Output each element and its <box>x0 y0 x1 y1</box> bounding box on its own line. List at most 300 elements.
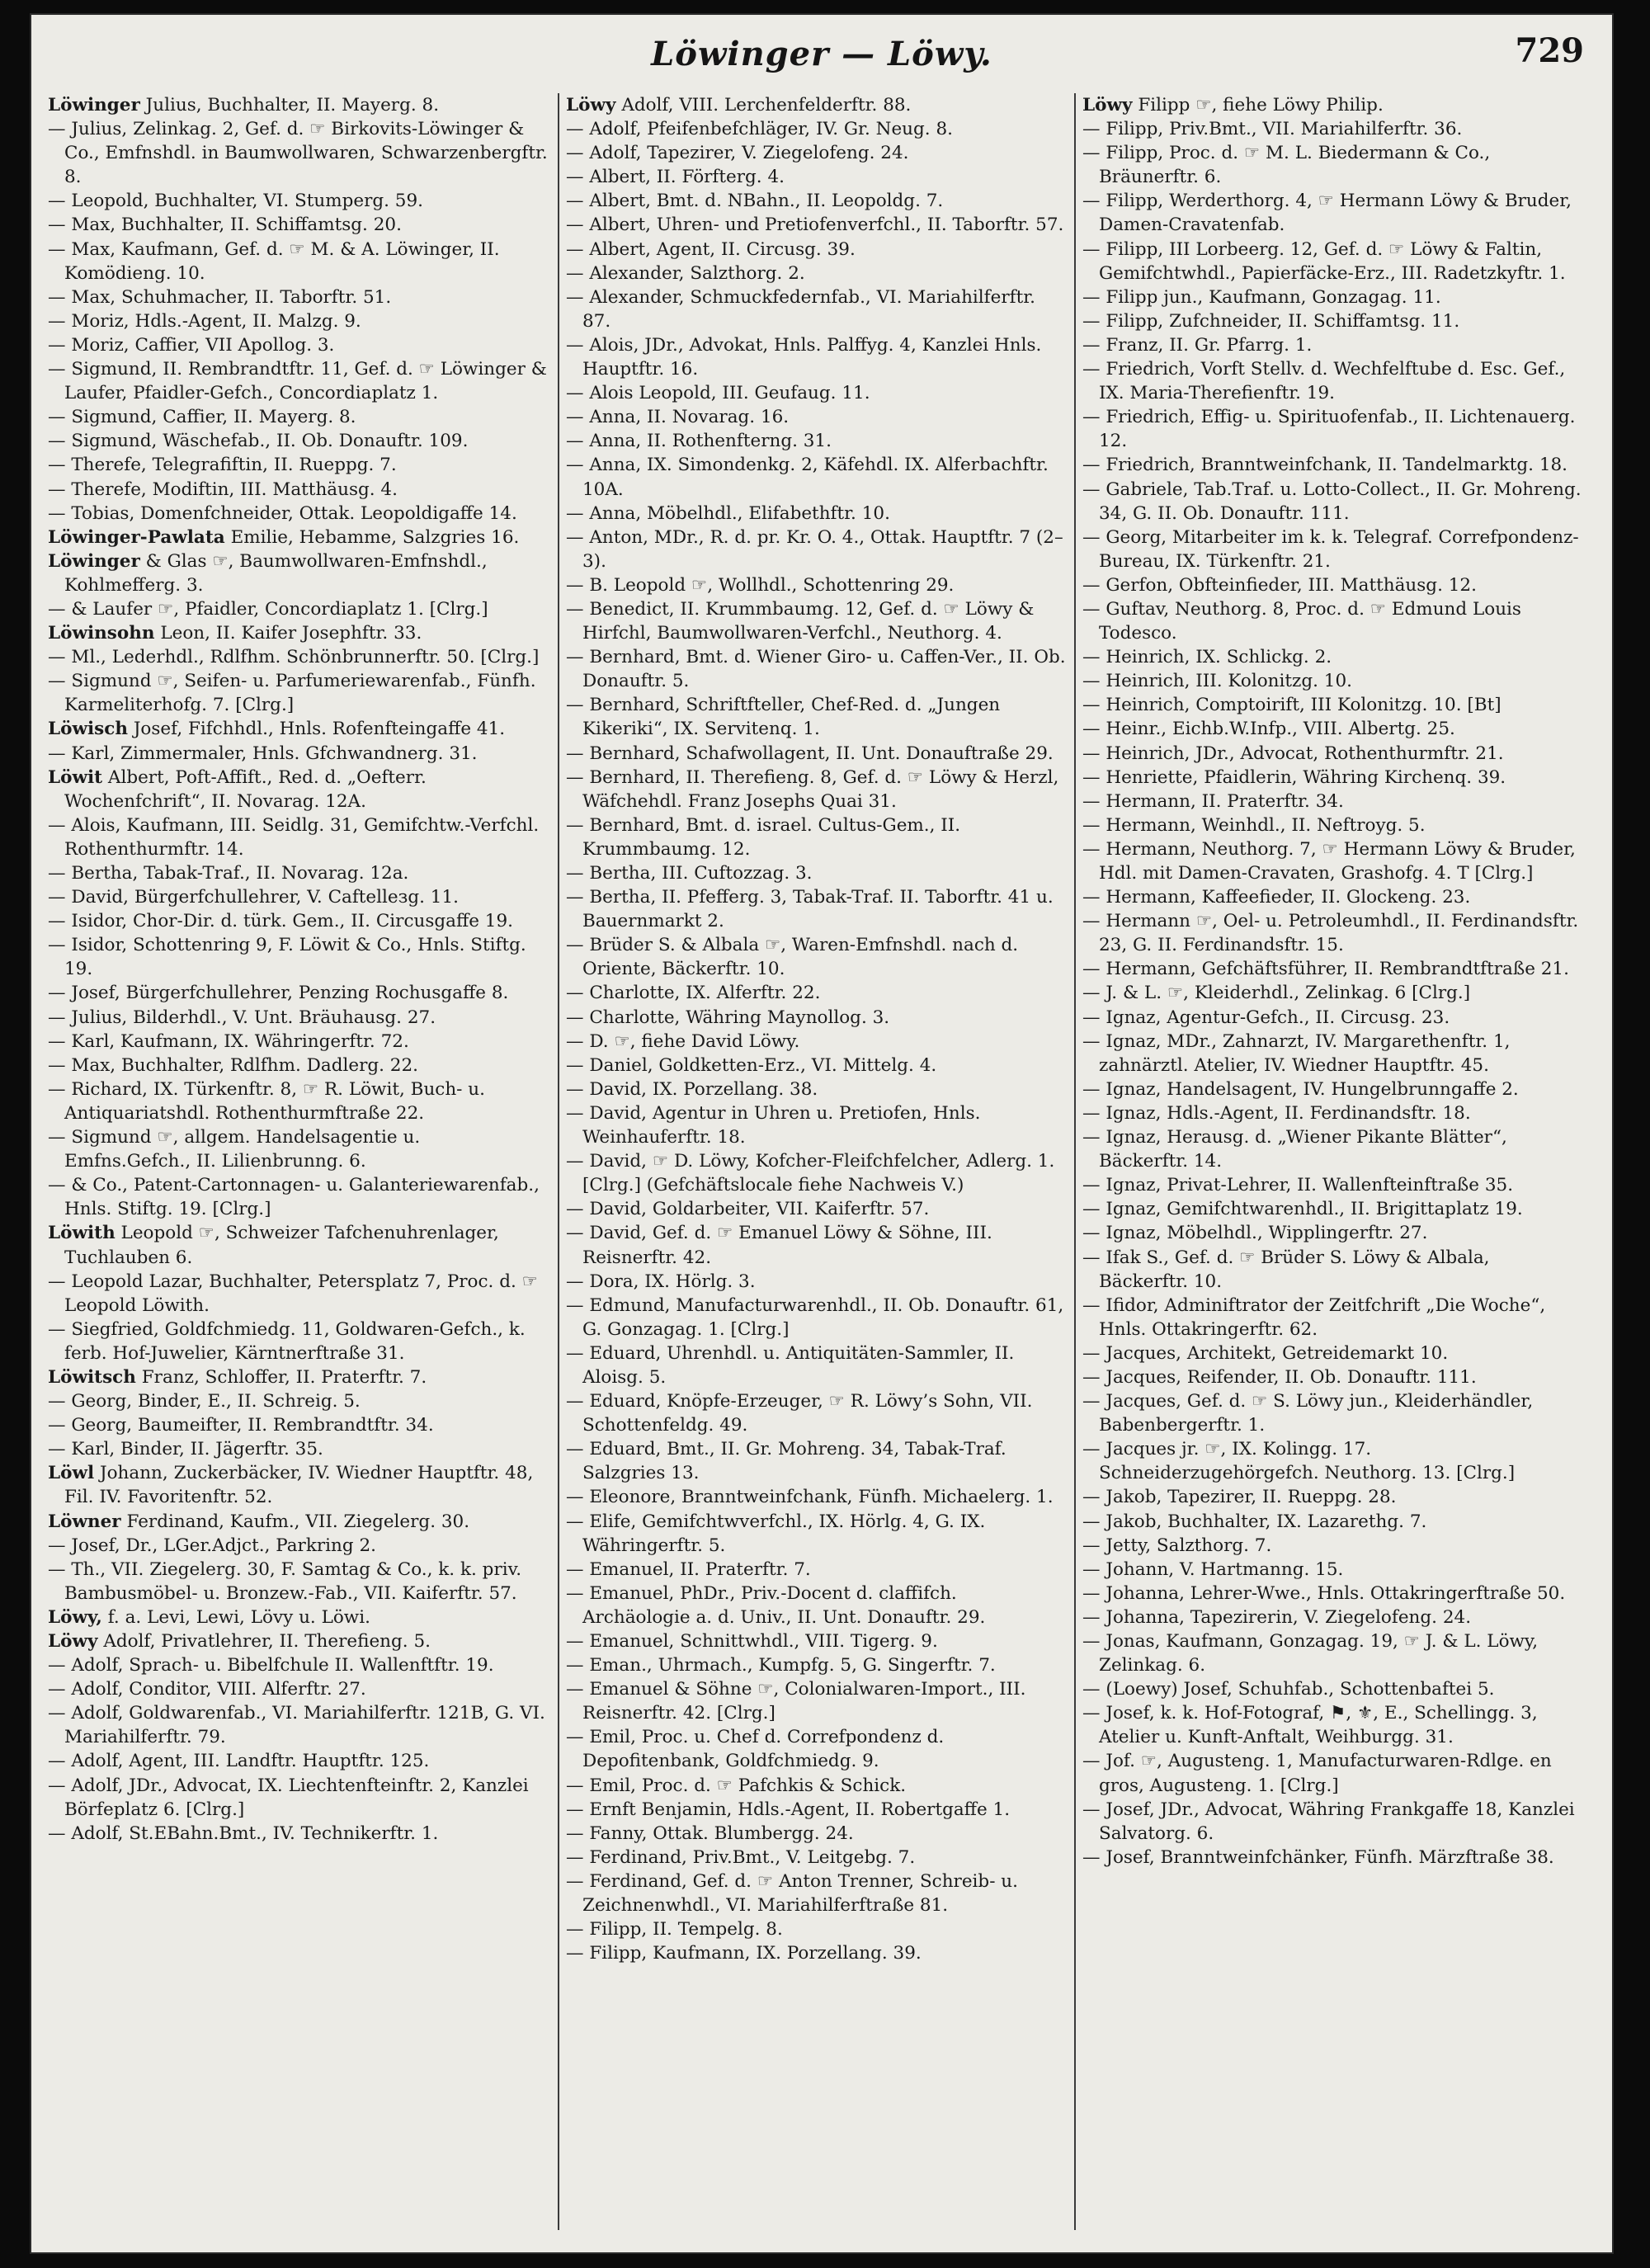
entry-text: — Ignaz, Handelsagent, IV. Hungelbrunngaffe 2. <box>1082 1078 1519 1100</box>
directory-entry <box>566 1822 1068 1846</box>
directory-entry <box>48 933 551 981</box>
entry-text: — Jacques, Gef. d. ☞ S. Löwy jun., Kleiderhändler, Babenbergerftr. 1. <box>1082 1391 1534 1436</box>
entry-text: — Hermann, II. Praterftr. 34. <box>1082 790 1344 812</box>
entry-text: — Moriz, Caffier, VII Apollog. 3. <box>48 334 335 356</box>
entry-text: — Jacques jr. ☞, IX. Kolingg. 17. Schneiderzugehörgefch. Neuthorg. 13. [Clrg.] <box>1082 1439 1516 1484</box>
entry-text: — David, IX. Porzellang. 38. <box>566 1078 818 1100</box>
directory-entry <box>566 861 1068 885</box>
directory-entry <box>566 645 1068 693</box>
entry-text: — Alois, JDr., Advokat, Hnls. Palffyg. 4, Kanzlei Hnls. Hauptftr. 16. <box>566 334 1042 380</box>
entry-text: — Josef, k. k. Hof-Fotograf, ⚑, ⚜, E., Schellingg. 3, Atelier u. Kunft-Anftalt, Weihburgg. 31. <box>1082 1703 1538 1748</box>
directory-entry <box>1082 453 1584 477</box>
directory-entry <box>566 1437 1068 1485</box>
directory-entry <box>566 453 1068 501</box>
entry-text: — Josef, Bürgerfchullehrer, Penzing Rochusgaffe 8. <box>48 983 509 1004</box>
directory-entry <box>566 1917 1068 1941</box>
directory-entry <box>1082 597 1584 645</box>
directory-entry <box>566 1341 1068 1389</box>
entry-surname: Löwy <box>566 95 616 116</box>
entry-text: — Ernft Benjamin, Hdls.-Agent, II. Robertgaffe 1. <box>566 1799 1011 1820</box>
column-left <box>41 93 558 2230</box>
directory-page <box>31 15 1612 2252</box>
entry-text: — Elife, Gemifchtwverfchl., IX. Hörlg. 4, G. IX. Währingerftr. 5. <box>566 1511 986 1556</box>
entry-text: — Brüder S. & Albala ☞, Waren-Emfnshdl. nach d. Oriente, Bäckerftr. 10. <box>566 935 1019 980</box>
directory-entry <box>1082 357 1584 405</box>
directory-entry <box>566 285 1068 333</box>
directory-entry <box>1082 981 1584 1005</box>
directory-entry <box>1082 885 1584 909</box>
directory-entry <box>48 597 551 621</box>
entry-text: — Heinrich, IX. Schlickg. 2. <box>1082 647 1332 668</box>
entry-text: — Bernhard, Schriftfteller, Chef-Red. d. „Jungen Kikeriki“, IX. Servitenq. 1. <box>566 695 1001 740</box>
directory-columns <box>41 93 1592 2230</box>
directory-entry <box>566 1725 1068 1773</box>
entry-text: — Ifak S., Gef. d. ☞ Brüder S. Löwy & Albala, Bäckerftr. 10. <box>1082 1247 1490 1292</box>
entry-text: — Emanuel, II. Praterftr. 7. <box>566 1558 811 1580</box>
directory-entry <box>48 1077 551 1125</box>
entry-text: — & Co., Patent-Cartonnagen- u. Galanteriewarenfab., Hnls. Stiftg. 19. [Clrg.] <box>48 1175 540 1220</box>
entry-text: — Josef, Branntweinfchänker, Fünfh. Märzftraße 38. <box>1082 1846 1554 1868</box>
entry-text: — Bernhard, Bmt. d. israel. Cultus-Gem., II. Krummbaumg. 12. <box>566 814 961 860</box>
entry-text: — Ifidor, Adminiftrator der Zeitfchrift „Die Woche“, Hnls. Ottakringerftr. 62. <box>1082 1294 1546 1340</box>
entry-text: — Max, Buchhalter, Rdlfhm. Dadlerg. 22. <box>48 1054 418 1076</box>
directory-entry <box>1082 189 1584 237</box>
directory-entry <box>566 1774 1068 1798</box>
directory-entry <box>566 189 1068 213</box>
directory-entry <box>566 117 1068 141</box>
directory-entry <box>566 573 1068 597</box>
entry-text: Julius, Buchhalter, II. Mayerg. 8. <box>145 95 440 116</box>
entry-text: — Benedict, II. Krummbaumg. 12, Gef. d. ☞ Löwy & Hirfchl, Baumwollwaren-Verfchl., Neuthorg. 4. <box>566 598 1035 644</box>
entry-text: — Eduard, Bmt., II. Gr. Mohreng. 34, Tabak-Traf. Salzgries 13. <box>566 1439 1006 1484</box>
entry-text: — Eduard, Uhrenhdl. u. Antiquitäten-Sammler, II. Aloisg. 5. <box>566 1342 1015 1388</box>
entry-text: — Georg, Binder, E., II. Schreig. 5. <box>48 1391 361 1412</box>
entry-text: — Filipp jun., Kaufmann, Gonzagag. 11. <box>1082 286 1441 308</box>
entry-text: — Hermann, Gefchäftsführer, II. Rembrandtftraße 21. <box>1082 959 1569 980</box>
directory-entry <box>566 1653 1068 1677</box>
entry-text: — Adolf, Pfeifenbefchläger, IV. Gr. Neug. 8. <box>566 119 953 140</box>
entry-text: — Max, Schuhmacher, II. Taborftr. 51. <box>48 286 392 308</box>
directory-entry <box>48 645 551 669</box>
directory-entry <box>566 93 1068 117</box>
entry-text: — Johann, V. Hartmanng. 15. <box>1082 1558 1344 1580</box>
entry-text: — Georg, Baumeifter, II. Rembrandtftr. 34. <box>48 1415 434 1436</box>
entry-text: — (Loewy) Josef, Schuhfab., Schottenbaftei 5. <box>1082 1679 1495 1700</box>
directory-entry <box>48 1461 551 1509</box>
entry-text: — Adolf, Goldwarenfab., VI. Mariahilferftr. 121B, G. VI. Mariahilferftr. 79. <box>48 1703 545 1748</box>
directory-entry <box>566 693 1068 741</box>
directory-entry <box>566 1485 1068 1509</box>
entry-text: — Heinrich, Comptoirift, III Kolonitzg. 10. [Bt] <box>1082 695 1502 716</box>
directory-entry <box>566 1558 1068 1582</box>
entry-text: — Emanuel & Söhne ☞, Colonialwaren-Import., III. Reisnerftr. 42. [Clrg.] <box>566 1679 1026 1724</box>
directory-entry <box>566 813 1068 861</box>
directory-entry <box>48 1318 551 1365</box>
directory-entry <box>1082 1246 1584 1294</box>
directory-entry <box>48 405 551 429</box>
directory-entry <box>1082 742 1584 766</box>
directory-entry <box>48 357 551 405</box>
entry-text: — Karl, Kaufmann, IX. Währingerftr. 72. <box>48 1030 409 1052</box>
entry-text: — Hermann, Weinhdl., II. Neftroyg. 5. <box>1082 814 1426 836</box>
directory-entry <box>1082 93 1584 117</box>
directory-entry <box>566 165 1068 189</box>
directory-entry <box>48 309 551 333</box>
directory-entry <box>48 1437 551 1461</box>
entry-text: — Josef, Dr., LGer.Adjct., Parkring 2. <box>48 1535 376 1556</box>
entry-text: Albert, Poft-Affift., Red. d. „Oefterr. Wochenfchrift“, II. Novarag. 12A. <box>64 766 427 812</box>
directory-entry <box>566 1006 1068 1030</box>
directory-entry <box>48 813 551 861</box>
entry-text: — Adolf, St.EBahn.Bmt., IV. Technikerftr. 1. <box>48 1822 439 1844</box>
entry-text: — Albert, Bmt. d. NBahn., II. Leopoldg. 7. <box>566 191 944 212</box>
entry-text: — Heinrich, III. Kolonitzg. 10. <box>1082 671 1352 692</box>
entry-text: — Richard, IX. Türkenftr. 8, ☞ R. Löwit, Buch- u. Antiquariatshdl. Rothenthurmftraße 22. <box>48 1078 485 1124</box>
entry-text: — Albert, Uhren- und Pretiofenverfchl., II. Taborftr. 57. <box>566 215 1064 236</box>
directory-entry <box>566 262 1068 285</box>
entry-text: — Isidor, Chor-Dir. d. türk. Gem., II. Circusgaffe 19. <box>48 911 513 932</box>
entry-text: — Sigmund ☞, allgem. Handelsagentie u. Emfns.Gefch., II. Lilienbrunng. 6. <box>48 1127 421 1172</box>
entry-text: — Jacques, Architekt, Getreidemarkt 10. <box>1082 1342 1449 1364</box>
entry-text: — Jacques, Reifender, II. Ob. Donauftr. 111. <box>1082 1366 1477 1388</box>
entry-text: — Eman., Uhrmach., Kumpfg. 5, G. Singerftr. 7. <box>566 1655 996 1676</box>
directory-entry <box>566 1101 1068 1149</box>
entry-text: — Anton, MDr., R. d. pr. Kr. O. 4., Ottak. Hauptftr. 7 (2–3). <box>566 526 1063 572</box>
directory-entry <box>1082 1030 1584 1077</box>
directory-entry <box>48 1030 551 1054</box>
entry-text: — Henriette, Pfaidlerin, Währing Kirchenq. 39. <box>1082 766 1506 788</box>
directory-entry <box>1082 957 1584 981</box>
entry-text: — Th., VII. Ziegelerg. 30, F. Samtag & Co., k. k. priv. Bambusmöbel- u. Bronzew.-Fab., VII. Kaiferftr. 57. <box>48 1558 522 1604</box>
entry-surname: Löwith <box>48 1223 116 1244</box>
directory-entry <box>566 213 1068 237</box>
entry-text: — Ml., Lederhdl., Rdlfhm. Schönbrunnerftr. 50. [Clrg.] <box>48 647 540 668</box>
directory-entry <box>566 1294 1068 1341</box>
directory-entry <box>1082 1510 1584 1534</box>
entry-text: — Johanna, Tapezirerin, V. Ziegelofeng. 24. <box>1082 1606 1472 1628</box>
entry-surname: Löwisch <box>48 719 128 740</box>
directory-entry <box>1082 645 1584 669</box>
directory-entry <box>1082 813 1584 837</box>
entry-text: — Gerfon, Obfteinfieder, III. Matthäusg. 12. <box>1082 574 1477 596</box>
directory-entry <box>566 1582 1068 1629</box>
entry-text: — Georg, Mitarbeiter im k. k. Telegraf. Correfpondenz-Bureau, IX. Türkenftr. 21. <box>1082 526 1579 572</box>
directory-entry <box>48 1413 551 1437</box>
directory-entry <box>566 1077 1068 1101</box>
directory-entry <box>1082 1558 1584 1582</box>
entry-text: — Sigmund, Caffier, II. Mayerg. 8. <box>48 407 356 428</box>
directory-entry <box>1082 1221 1584 1245</box>
entry-text: Adolf, VIII. Lerchenfelderftr. 88. <box>621 95 912 116</box>
directory-entry <box>48 909 551 933</box>
directory-entry <box>48 1653 551 1677</box>
entry-text: Leopold ☞, Schweizer Tafchenuhrenlager, Tuchlauben 6. <box>64 1223 499 1268</box>
entry-text: — Heinr., Eichb.W.Infp., VIII. Albertg. 25. <box>1082 719 1455 740</box>
entry-text: — Gabriele, Tab.Traf. u. Lotto-Collect., II. Gr. Mohreng. 34, G. II. Ob. Donauftr. 111. <box>1082 479 1582 524</box>
directory-entry <box>1082 526 1584 573</box>
directory-entry <box>48 1221 551 1269</box>
directory-entry <box>1082 1294 1584 1341</box>
directory-entry <box>1082 1749 1584 1797</box>
entry-text: — Max, Buchhalter, II. Schiffamtsg. 20. <box>48 215 402 236</box>
entry-text: — Friedrich, Vorft Stellv. d. Wechfelftube d. Esc. Gef., IX. Maria-Therefienftr. 19. <box>1082 359 1566 404</box>
directory-entry <box>1082 1582 1584 1606</box>
entry-text: — Alexander, Schmuckfedernfab., VI. Mariahilferftr. 87. <box>566 286 1035 332</box>
directory-entry <box>1082 1365 1584 1389</box>
entry-text: — Dora, IX. Hörlg. 3. <box>566 1271 756 1292</box>
directory-entry <box>1082 1101 1584 1125</box>
entry-text: — Ignaz, MDr., Zahnarzt, IV. Margarethenftr. 1, zahnärztl. Atelier, IV. Wiedner Hauptftr. 45. <box>1082 1030 1511 1076</box>
entry-text: — Adolf, Agent, III. Landftr. Hauptftr. 125. <box>48 1751 430 1772</box>
directory-entry <box>1082 669 1584 693</box>
directory-entry <box>1082 1341 1584 1365</box>
page-header <box>31 26 1612 84</box>
entry-text: — Jakob, Buchhalter, IX. Lazarethg. 7. <box>1082 1511 1427 1532</box>
running-title: Löwinger — Löwy. <box>651 35 992 73</box>
entry-text: — Filipp, III Lorbeerg. 12, Gef. d. ☞ Löwy & Faltin, Gemifchtwhdl., Papierfäcke-Erz., III. Radetzkyftr. 1. <box>1082 238 1566 284</box>
directory-entry <box>1082 1077 1584 1101</box>
entry-text: f. a. Levi, Lewi, Lövy u. Löwi. <box>107 1606 370 1628</box>
directory-entry <box>48 429 551 453</box>
entry-text: — Therefe, Modiftin, III. Matthäusg. 4. <box>48 479 398 500</box>
directory-entry <box>1082 309 1584 333</box>
directory-entry <box>48 213 551 237</box>
entry-text: — Ferdinand, Gef. d. ☞ Anton Trenner, Schreib- u. Zeichnenwhdl., VI. Mariahilferftraße 81. <box>566 1870 1018 1917</box>
directory-entry <box>48 885 551 909</box>
directory-entry <box>1082 1534 1584 1558</box>
entry-text: — Anna, II. Rothenfterng. 31. <box>566 431 832 452</box>
entry-text: — Franz, II. Gr. Pfarrg. 1. <box>1082 334 1313 356</box>
directory-entry <box>48 549 551 597</box>
entry-text: — Eleonore, Branntweinfchank, Fünfh. Michaelerg. 1. <box>566 1487 1054 1508</box>
directory-entry <box>566 1629 1068 1653</box>
entry-text: — Hermann, Neuthorg. 7, ☞ Hermann Löwy & Bruder, Hdl. mit Damen-Cravaten, Grashofg. 4. T [Clrg.] <box>1082 838 1576 884</box>
entry-text: — Filipp, Zufchneider, II. Schiffamtsg. 11. <box>1082 310 1460 332</box>
directory-entry <box>566 1510 1068 1558</box>
directory-entry <box>566 1030 1068 1054</box>
directory-entry <box>566 1054 1068 1077</box>
directory-entry <box>1082 1846 1584 1870</box>
entry-text: — & Laufer ☞, Pfaidler, Concordiaplatz 1. [Clrg.] <box>48 598 488 620</box>
directory-entry <box>48 1270 551 1318</box>
directory-entry <box>1082 117 1584 141</box>
directory-entry <box>48 766 551 813</box>
directory-entry <box>1082 285 1584 309</box>
entry-text: Josef, Fifchhdl., Hnls. Rofenfteingaffe 41. <box>133 719 506 740</box>
entry-text: — Ignaz, Agentur-Gefch., II. Circusg. 23. <box>1082 1007 1450 1028</box>
entry-text: — D. ☞, fiehe David Löwy. <box>566 1030 800 1052</box>
entry-text: — Max, Kaufmann, Gef. d. ☞ M. & A. Löwinger, II. Komödieng. 10. <box>48 238 500 284</box>
directory-entry <box>48 502 551 526</box>
entry-text: — Siegfried, Goldfchmiedg. 11, Goldwaren-Gefch., k. ferb. Hof-Juwelier, Kärntnerftraße 31. <box>48 1318 526 1364</box>
entry-text: — Jonas, Kaufmann, Gonzagag. 19, ☞ J. & L. Löwy, Zelinkag. 6. <box>1082 1631 1539 1676</box>
entry-text: — Alois, Kaufmann, III. Seidlg. 31, Gemifchtw.-Verfchl. Rothenthurmftr. 14. <box>48 814 540 860</box>
entry-text: — Jof. ☞, Augusteng. 1, Manufacturwaren-Rdlge. en gros, Augusteng. 1. [Clrg.] <box>1082 1751 1552 1796</box>
entry-text: — Bernhard, II. Therefieng. 8, Gef. d. ☞ Löwy & Herzl, Wäfchehdl. Franz Josephs Quai 31. <box>566 766 1059 812</box>
entry-text: — Alexander, Salzthorg. 2. <box>566 262 805 284</box>
entry-text: — Albert, Agent, II. Circusg. 39. <box>566 238 856 260</box>
entry-text: — Hermann, Kaffeefieder, II. Glockeng. 23. <box>1082 887 1471 908</box>
directory-entry <box>48 453 551 477</box>
entry-text: — Julius, Bilderhdl., V. Unt. Bräuhausg. 27. <box>48 1007 436 1028</box>
directory-entry <box>566 1846 1068 1870</box>
directory-entry <box>1082 790 1584 813</box>
directory-entry <box>566 1149 1068 1197</box>
directory-entry <box>1082 909 1584 957</box>
directory-entry <box>48 1006 551 1030</box>
entry-text: — Filipp, Werderthorg. 4, ☞ Hermann Löwy & Bruder, Damen-Cravatenfab. <box>1082 191 1572 236</box>
entry-text: — Filipp, Kaufmann, IX. Porzellang. 39. <box>566 1943 922 1964</box>
entry-text: — Therefe, Telegrafiftin, II. Rueppg. 7. <box>48 455 397 476</box>
entry-surname: Löwinger <box>48 550 140 572</box>
entry-text: — Alois Leopold, III. Geufaug. 11. <box>566 383 870 404</box>
entry-text: — Sigmund ☞, Seifen- u. Parfumeriewarenfab., Fünfh. Karmeliterhofg. 7. [Clrg.] <box>48 671 536 716</box>
entry-text: — Ferdinand, Priv.Bmt., V. Leitgebg. 7. <box>566 1846 916 1868</box>
directory-entry <box>48 1774 551 1822</box>
directory-entry <box>566 526 1068 573</box>
directory-entry <box>1082 573 1584 597</box>
directory-entry <box>48 1701 551 1749</box>
directory-entry <box>48 861 551 885</box>
entry-text: Emilie, Hebamme, Salzgries 16. <box>230 526 520 548</box>
page-number: 729 <box>1515 31 1584 70</box>
entry-text: — Emanuel, Schnittwhdl., VIII. Tigerg. 9. <box>566 1631 938 1652</box>
directory-entry <box>566 1270 1068 1294</box>
entry-text: — Filipp, Proc. d. ☞ M. L. Biedermann & Co., Bräunerftr. 6. <box>1082 143 1491 188</box>
entry-text: — David, Bürgerfchullehrer, V. Caftelleзg. 11. <box>48 887 459 908</box>
directory-entry <box>566 981 1068 1005</box>
directory-entry <box>1082 238 1584 285</box>
directory-entry <box>48 478 551 502</box>
directory-entry <box>1082 1437 1584 1485</box>
directory-entry <box>566 1221 1068 1269</box>
directory-entry <box>48 1125 551 1173</box>
entry-text: Ferdinand, Kaufm., VII. Ziegelerg. 30. <box>126 1511 470 1532</box>
entry-text: — Adolf, Conditor, VIII. Alferftr. 27. <box>48 1679 366 1700</box>
entry-text: — Josef, JDr., Advocat, Währing Frankgaffe 18, Kanzlei Salvatorg. 6. <box>1082 1799 1575 1844</box>
directory-entry <box>566 333 1068 381</box>
directory-entry <box>1082 333 1584 357</box>
directory-entry <box>1082 1677 1584 1701</box>
entry-surname: Löwy <box>1082 95 1133 116</box>
entry-text: — Ignaz, Privat-Lehrer, II. Wallenfteinftraße 35. <box>1082 1175 1514 1196</box>
directory-entry <box>1082 1173 1584 1197</box>
directory-entry <box>566 1870 1068 1917</box>
column-right <box>1074 93 1591 2230</box>
directory-entry <box>566 1798 1068 1822</box>
entry-text: — David, Gef. d. ☞ Emanuel Löwy & Söhne, III. Reisnerftr. 42. <box>566 1223 992 1268</box>
directory-entry <box>48 117 551 189</box>
directory-entry <box>48 238 551 285</box>
directory-entry <box>48 1173 551 1221</box>
directory-entry <box>1082 1197 1584 1221</box>
entry-surname: Löwinger <box>48 95 140 116</box>
directory-entry <box>48 1534 551 1558</box>
directory-entry <box>48 285 551 309</box>
entry-text: Johann, Zuckerbäcker, IV. Wiedner Hauptftr. 48, Fil. IV. Favoritenftr. 52. <box>64 1463 534 1508</box>
directory-entry <box>48 526 551 549</box>
entry-surname: Löwy, <box>48 1606 102 1628</box>
directory-entry <box>1082 1606 1584 1629</box>
directory-entry <box>48 1606 551 1629</box>
entry-text: — Eduard, Knöpfe-Erzeuger, ☞ R. Löwy’s Sohn, VII. Schottenfeldg. 49. <box>566 1391 1033 1436</box>
entry-surname: Löwinsohn <box>48 623 155 644</box>
directory-entry <box>1082 837 1584 885</box>
directory-entry <box>48 1389 551 1413</box>
entry-text: — J. & L. ☞, Kleiderhdl., Zelinkag. 6 [Clrg.] <box>1082 983 1471 1004</box>
directory-entry <box>48 1677 551 1701</box>
entry-text: — Daniel, Goldketten-Erz., VI. Mittelg. 4. <box>566 1054 937 1076</box>
entry-text: — David, Goldarbeiter, VII. Kaiferftr. 57. <box>566 1199 930 1220</box>
directory-entry <box>1082 405 1584 453</box>
directory-entry <box>48 1510 551 1534</box>
directory-entry <box>1082 1798 1584 1846</box>
directory-entry <box>566 742 1068 766</box>
directory-entry <box>48 93 551 117</box>
directory-entry <box>566 502 1068 526</box>
entry-text: — Albert, II. Förfterg. 4. <box>566 167 785 188</box>
directory-entry <box>1082 1701 1584 1749</box>
entry-text: — Filipp, Priv.Bmt., VII. Mariahilferftr. 36. <box>1082 119 1463 140</box>
directory-entry <box>48 1749 551 1773</box>
entry-surname: Löwinger-Pawlata <box>48 526 225 548</box>
entry-text: — Karl, Binder, II. Jägerftr. 35. <box>48 1439 323 1460</box>
entry-text: — Emil, Proc. d. ☞ Pafchkis & Schick. <box>566 1775 907 1796</box>
entry-text: — Anna, II. Novarag. 16. <box>566 407 790 428</box>
directory-entry <box>48 333 551 357</box>
entry-text: — Fanny, Ottak. Blumbergg. 24. <box>566 1822 854 1844</box>
directory-entry <box>1082 478 1584 526</box>
entry-text: — David, Agentur in Uhren u. Pretiofen, Hnls. Weinhauferftr. 18. <box>566 1102 981 1148</box>
directory-entry <box>566 933 1068 981</box>
entry-text: — Adolf, Sprach- u. Bibelfchule II. Wallenftftr. 19. <box>48 1655 494 1676</box>
entry-text: — Edmund, Manufacturwarenhdl., II. Ob. Donauftr. 61, G. Gonzagag. 1. [Clrg.] <box>566 1294 1064 1340</box>
entry-text: — Adolf, JDr., Advocat, IX. Liechtenfteinftr. 2, Kanzlei Börfeplatz 6. [Clrg.] <box>48 1775 529 1820</box>
entry-text: — David, ☞ D. Löwy, Kofcher-Fleifchfelcher, Adlerg. 1. [Clrg.] (Gefchäftslocale fiehe Nachweis V.) <box>566 1151 1055 1196</box>
entry-text: — Ignaz, Gemifchtwarenhdl., II. Brigittaplatz 19. <box>1082 1199 1523 1220</box>
entry-surname: Löwit <box>48 766 103 788</box>
directory-entry <box>1082 1125 1584 1173</box>
entry-text: — Friedrich, Effig- u. Spirituofenfab., II. Lichtenauerg. 12. <box>1082 407 1576 452</box>
directory-entry <box>566 597 1068 645</box>
entry-text: Leon, II. Kaifer Josephftr. 33. <box>160 623 422 644</box>
entry-text: — Charlotte, Währing Maynollog. 3. <box>566 1007 890 1028</box>
entry-text: — Ignaz, Herausg. d. „Wiener Pikante Blätter“, Bäckerftr. 14. <box>1082 1127 1507 1172</box>
directory-entry <box>566 238 1068 262</box>
directory-entry <box>48 742 551 766</box>
entry-text: Franz, Schloffer, II. Praterftr. 7. <box>141 1366 427 1388</box>
directory-entry <box>48 1054 551 1077</box>
directory-entry <box>566 405 1068 429</box>
entry-text: — Isidor, Schottenring 9, F. Löwit & Co., Hnls. Stiftg. 19. <box>48 935 526 980</box>
entry-text: — Leopold Lazar, Buchhalter, Petersplatz 7, Proc. d. ☞ Leopold Löwith. <box>48 1271 538 1316</box>
entry-text: — Bernhard, Schafwollagent, II. Unt. Donauftraße 29. <box>566 743 1054 764</box>
entry-text: — Bertha, Tabak-Traf., II. Novarag. 12a. <box>48 863 409 884</box>
directory-entry <box>48 717 551 741</box>
entry-text: — Tobias, Domenfchneider, Ottak. Leopoldigaffe 14. <box>48 502 517 524</box>
directory-entry <box>566 429 1068 453</box>
entry-text: Adolf, Privatlehrer, II. Therefieng. 5. <box>103 1631 431 1652</box>
entry-text: — Friedrich, Branntweinfchank, II. Tandelmarktg. 18. <box>1082 455 1568 476</box>
column-middle <box>558 93 1074 2230</box>
entry-text: — Leopold, Buchhalter, VI. Stumperg. 59. <box>48 191 423 212</box>
directory-entry <box>1082 1629 1584 1677</box>
entry-text: — Emil, Proc. u. Chef d. Correfpondenz d. Depofitenbank, Goldfchmiedg. 9. <box>566 1727 945 1772</box>
entry-text: — Hermann ☞, Oel- u. Petroleumhdl., II. Ferdinandsftr. 23, G. II. Ferdinandsftr. 15. <box>1082 911 1579 956</box>
entry-surname: Löwitsch <box>48 1366 136 1388</box>
directory-entry <box>566 1941 1068 1965</box>
directory-entry <box>1082 693 1584 717</box>
